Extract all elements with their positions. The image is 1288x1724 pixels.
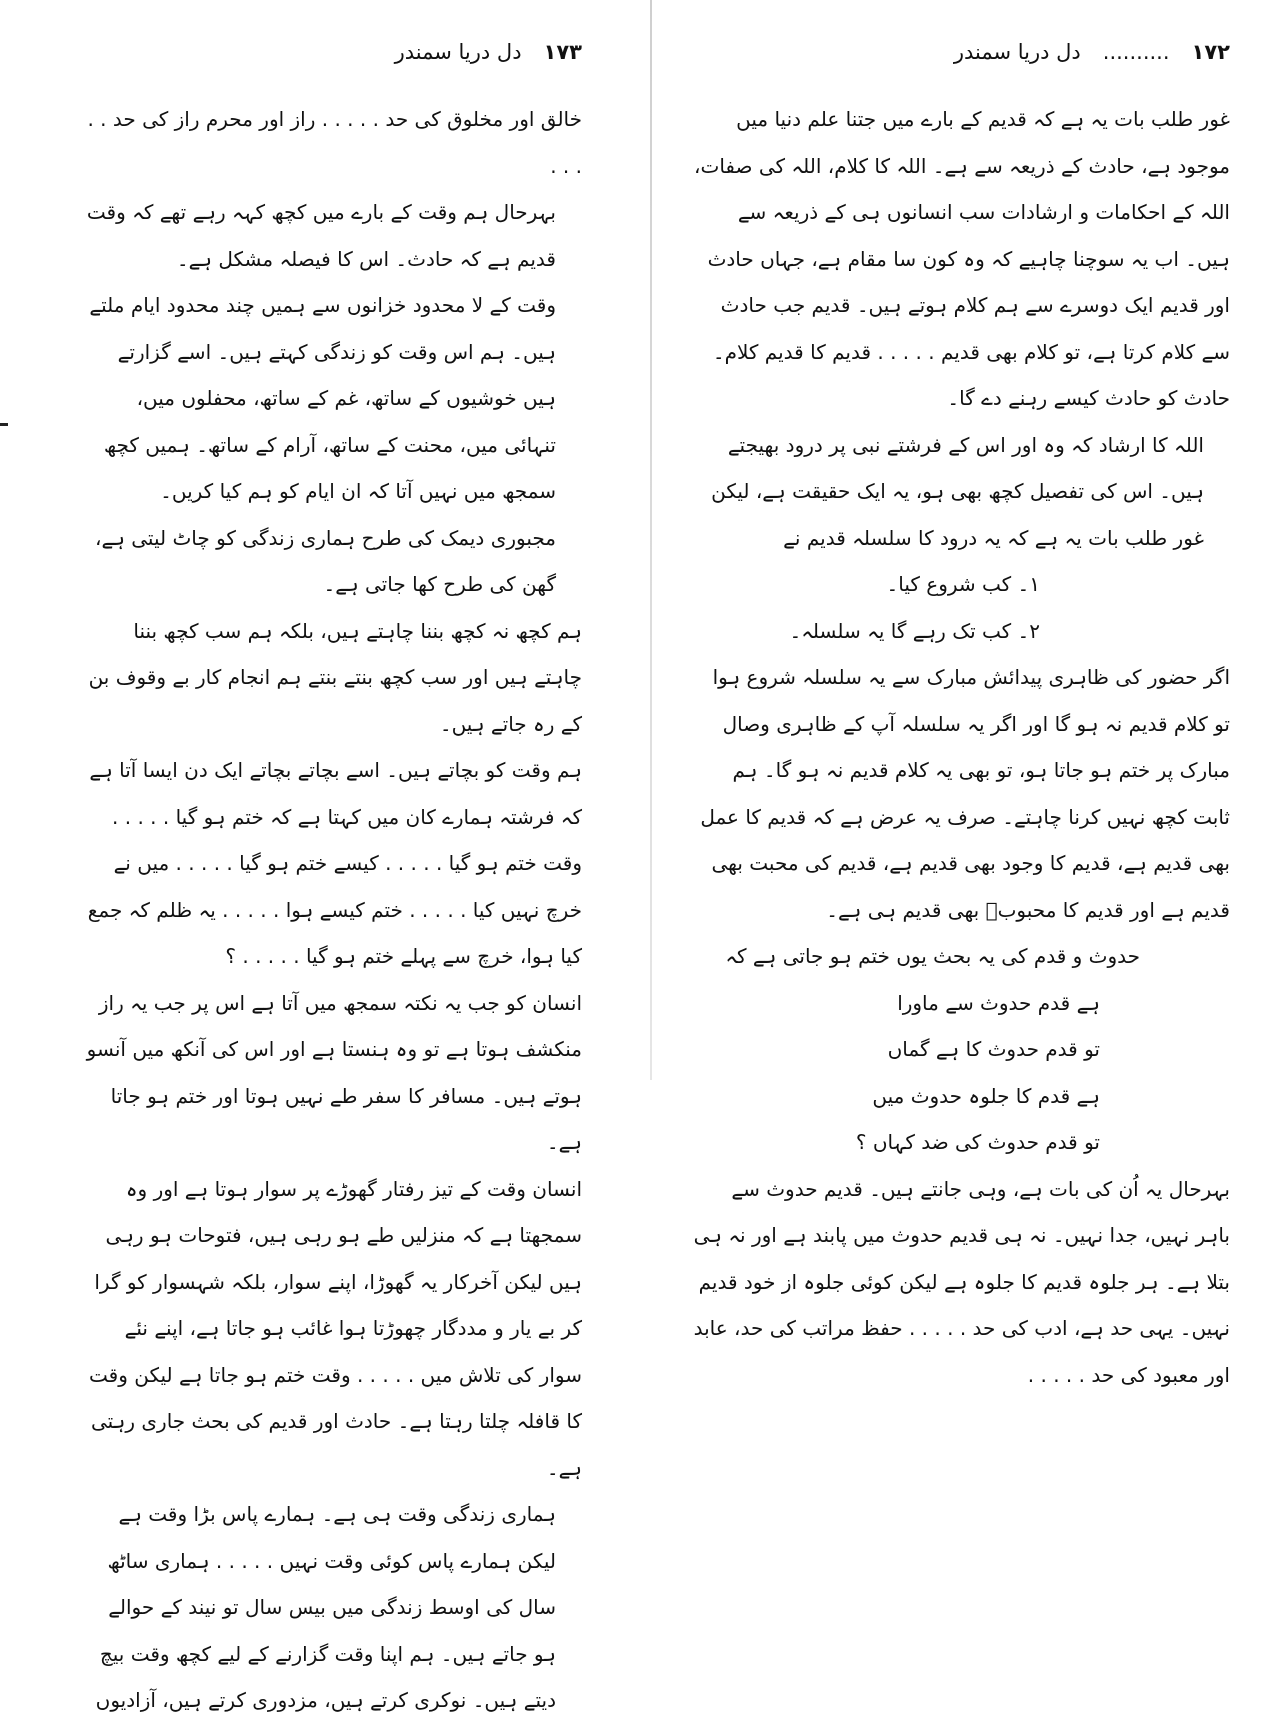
left-page-number: ۱۷۳ [543, 40, 582, 64]
left-page-header [80, 40, 582, 84]
paragraph: ہم کچھ نہ کچھ بننا چاہتے ہیں، بلکہ ہم سب کچھ بننا چاہتے ہیں اور سب کچھ بنتے بنتے ہم انجام کار بے وقوف بن کے رہ جاتے ہیں۔ [88, 618, 582, 736]
paragraph: ہم وقت کو بچاتے ہیں۔ اسے بچاتے بچاتے ایک دن ایسا آتا ہے کہ فرشتہ ہمارے کان میں کہتا ہے کہ ختم ہو گیا . . . . . وقت ختم ہو گیا . . . . . کیسے ختم ہو گیا . . . . . میں نے خرچ نہیں کیا . . . . . ختم کیسے ہوا . . . . . یہ ظلم کہ جمع کیا ہوا، خرچ سے پہلے ختم ہو گیا . . . . . ؟ [87, 758, 582, 968]
paragraph: اگر حضور کی ظاہری پیدائش مبارک سے یہ سلسلہ شروع ہوا تو کلام قدیم نہ ہو گا اور اگر یہ سلسلہ آپ کے ظاہری وصال مبارک پر ختم ہو جاتا ہو، تو بھی یہ کلام قدیم نہ ہو گا۔ ہم ثابت کچھ نہیں کرنا چاہتے۔ صرف یہ عرض ہے کہ قدیم کا عمل بھی قدیم ہے، قدیم کا وجود بھی قدیم ہے، قدیم کی محبت بھی قدیم ہے اور قدیم کا محبوبؐ بھی قدیم ہی ہے۔ [700, 665, 1230, 922]
paragraph: بہرحال ہم وقت کے بارے میں کچھ کہہ رہے تھے کہ وقت قدیم ہے کہ حادث۔ اس کا فیصلہ مشکل ہے۔ [86, 200, 556, 271]
verse-intro: حدوث و قدم کی یہ بحث یوں ختم ہو جاتی ہے کہ [725, 944, 1140, 968]
paragraph: انسان وقت کے تیز رفتار گھوڑے پر سوار ہوتا ہے اور وہ سمجھتا ہے کہ منزلیں طے ہو رہی ہیں، فتوحات ہو رہی ہیں لیکن آخرکار یہ گھوڑا، اپنے سوار، بلکہ شہسوار کو گرا کر بے یار و مددگار چھوڑتا ہوا غائب ہو جاتا ہے، اپنے نئے سوار کی تلاش میں . . . . . وقت ختم ہو جاتا ہے لیکن وقت کا قافلہ چلتا رہتا ہے۔ حادث اور قدیم کی بحث جاری رہتی ہے۔ [89, 1176, 582, 1480]
right-page-title: دل دریا سمندر [953, 40, 1081, 64]
verse-line: تو قدم حدوث کی ضد کہاں ؟ [855, 1130, 1100, 1154]
verse-line: ہے قدم کا جلوہ حدوث میں [872, 1083, 1100, 1108]
list-item: ۲۔ کب تک رہے گا یہ سلسلہ۔ [789, 618, 1040, 643]
paragraph: ہماری زندگی وقت ہی ہے۔ ہمارے پاس بڑا وقت ہے لیکن ہمارے پاس کوئی وقت نہیں . . . . . ہماری ساٹھ سال کی اوسط زندگی میں بیس سال تو نیند کے حوالے ہو جاتے ہیں۔ ہم اپنا وقت گزارنے کے لیے کچھ وقت بیچ دیتے ہیں۔ نوکری کرتے ہیں، مزدوری کرتے ہیں، آزادیوں [95, 1502, 556, 1712]
paragraph: مجبوری دیمک کی طرح ہماری زندگی کو چاٹ لیتی ہے، گھن کی طرح کھا جاتی ہے۔ [95, 525, 556, 596]
paragraph: وقت کے لا محدود خزانوں سے ہمیں چند محدود ایام ملتے ہیں۔ ہم اس وقت کو زندگی کہتے ہیں۔ اسے گزارتے ہیں خوشیوں کے ساتھ، غم کے ساتھ، محفلوں میں، تنہائی میں، محنت کے ساتھ، آرام کے ساتھ۔ ہمیں کچھ سمجھ میں نہیں آتا کہ ان ایام کو ہم کیا کریں۔ [89, 293, 556, 503]
left-page-title: دل دریا سمندر [394, 40, 522, 64]
paragraph: بہرحال یہ اُن کی بات ہے، وہی جانتے ہیں۔ قدیم حدوث سے باہر نہیں، جدا نہیں۔ نہ ہی قدیم حدوث میں پابند ہے اور نہ ہی بتلا ہے۔ ہر جلوہ قدیم کا جلوہ ہے لیکن کوئی جلوہ از خود قدیم نہیں۔ یہی حد ہے، ادب کی حد . . . . . حفظ مراتب کی حد، عابد اور معبود کی حد . . . . . [693, 1176, 1230, 1387]
paragraph: انسان کو جب یہ نکتہ سمجھ میں آتا ہے اس پر جب یہ راز منکشف ہوتا ہے تو وہ ہنستا ہے اور اس کی آنکھ میں آنسو ہوتے ہیں۔ مسافر کا سفر طے نہیں ہوتا اور ختم ہو جاتا ہے۔ [86, 990, 582, 1154]
right-page-number: ۱۷۲ [1191, 40, 1230, 64]
right-page [652, 0, 1288, 1387]
paragraph: غور طلب بات یہ ہے کہ قدیم کے بارے میں جتنا علم دنیا میں موجود ہے، حادث کے ذریعہ سے ہے۔ اللہ کا کلام، اللہ کی صفات، اللہ کے احکامات و ارشادات سب انسانوں ہی کے ذریعہ سے ہیں۔ اب یہ سوچنا چاہیے کہ وہ کون سا مقام ہے، جہاں حادث اور قدیم ایک دوسرے سے ہم کلام ہوتے ہیں۔ قدیم جب حادث سے کلام کرتا ہے، تو کلام بھی قدیم . . . . . قدیم کا قدیم کلام۔ حادث کو حادث کیسے رہنے دے گا۔ [694, 107, 1230, 410]
verse-line: تو قدم حدوث کا ہے گماں [887, 1037, 1100, 1061]
paragraph: اللہ کا ارشاد کہ وہ اور اس کے فرشتے نبی پر درود بھیجتے ہیں۔ اس کی تفصیل کچھ بھی ہو، یہ ایک حقیقت ہے، لیکن غور طلب بات یہ ہے کہ یہ درود کا سلسلہ قدیم نے [711, 432, 1204, 550]
paragraph: خالق اور مخلوق کی حد . . . . . راز اور محرم راز کی حد . . . . . [87, 107, 582, 178]
right-page-header-dots: .......... [1102, 40, 1170, 64]
verse-line: ہے قدم حدوث سے ماورا [897, 990, 1100, 1015]
right-page-header [692, 40, 1230, 84]
list-item: ۱۔ کب شروع کیا۔ [886, 572, 1040, 596]
